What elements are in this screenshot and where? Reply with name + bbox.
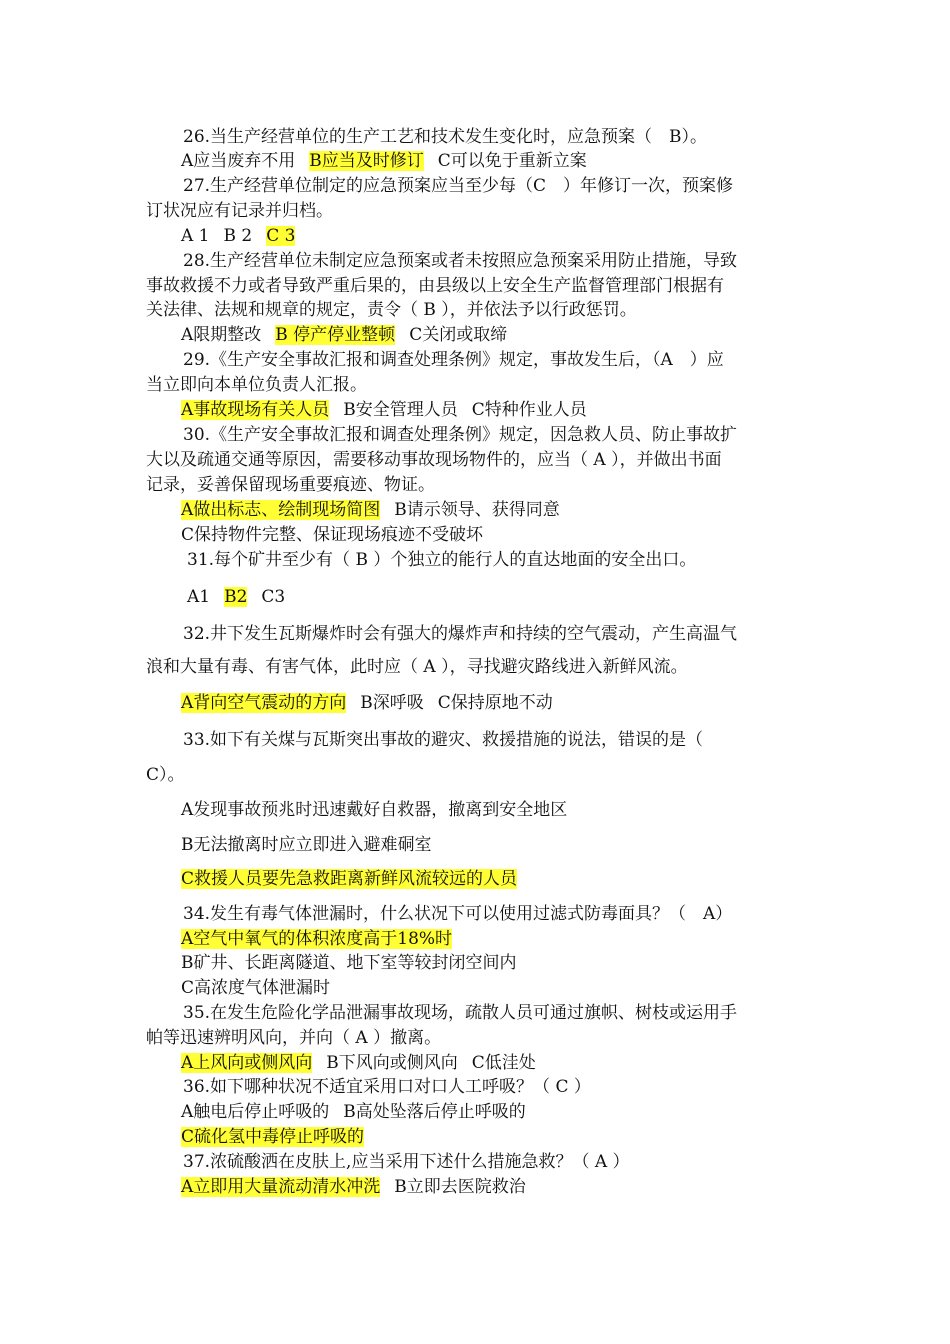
option-a: A发现事故预兆时迅速戴好自救器，撤离到安全地区	[181, 800, 568, 820]
question-29: 29.《生产安全事故汇报和调查处理条例》规定，事故发生后，（A ）应	[183, 350, 724, 370]
question-27: 27.生产经营单位制定的应急预案应当至少每（C ）年修订一次，预案修	[183, 176, 734, 196]
option-b: B安全管理人员	[343, 400, 458, 420]
option-b-answer: B应当及时修订	[309, 151, 424, 171]
options-36	[181, 1100, 526, 1124]
question-28-cont: 事故救援不力或者导致严重后果的，由县级以上安全生产监督管理部门根据有	[146, 276, 724, 296]
option-c: C关闭或取缔	[409, 325, 508, 345]
options-30	[181, 498, 560, 522]
question-30: 30.《生产安全事故汇报和调查处理条例》规定，因急救人员、防止事故扩	[183, 425, 738, 445]
option-c: C保持原地不动	[437, 693, 553, 713]
option-c: C保持物件完整、保证现场痕迹不受破坏	[181, 525, 484, 545]
option-b-answer: B 停产停业整顿	[275, 325, 396, 345]
option-a: A 1	[181, 226, 210, 246]
option-a: A限期整改	[181, 325, 262, 345]
option-a-answer: A立即用大量流动清水冲洗	[181, 1177, 381, 1197]
option-a-answer: A空气中氧气的体积浓度高于18%时	[181, 929, 453, 949]
question-28-cont2: 关法律、法规和规章的规定，责令（ B ），并依法予以行政惩罚。	[146, 300, 637, 320]
option-b: B立即去医院救治	[394, 1177, 526, 1197]
question-33-cont: C）。	[146, 765, 185, 785]
option-b: B无法撤离时应立即进入避难硐室	[181, 835, 432, 855]
option-b: B 2	[223, 226, 253, 246]
question-35: 35.在发生危险化学品泄漏事故现场，疏散人员可通过旗帜、树枝或运用手	[183, 1003, 738, 1023]
option-a-answer: A背向空气震动的方向	[181, 693, 347, 713]
option-c: C3	[261, 587, 286, 607]
question-30-cont2: 记录，妥善保留现场重要痕迹、物证。	[146, 475, 435, 495]
question-34: 34.发生有毒气体泄漏时，什么状况下可以使用过滤式防毒面具？（ A）	[183, 904, 733, 924]
question-26: 26.当生产经营单位的生产工艺和技术发生变化时，应急预案（ B）。	[183, 127, 708, 147]
option-c-answer: C救援人员要先急救距离新鲜风流较远的人员	[181, 869, 518, 889]
option-c-answer: C 3	[266, 226, 296, 246]
option-a: A1	[187, 587, 211, 607]
question-33: 33.如下有关煤与瓦斯突出事故的避灾、救援措施的说法，错误的是（	[183, 730, 704, 750]
question-37: 37.浓硫酸洒在皮肤上,应当采用下述什么措施急救？（ A ）	[183, 1152, 630, 1172]
question-32-cont: 浪和大量有毒、有害气体，此时应（ A ），寻找避灾路线进入新鲜风流。	[146, 657, 688, 677]
option-c: C可以免于重新立案	[437, 151, 587, 171]
question-28: 28.生产经营单位未制定应急预案或者未按照应急预案采用防止措施，导致	[183, 251, 738, 271]
question-31: 31.每个矿井至少有（ B ）个独立的能行人的直达地面的安全出口。	[187, 550, 697, 570]
option-b: B高处坠落后停止呼吸的	[343, 1102, 526, 1122]
option-b-answer: B2	[224, 587, 248, 607]
options-35	[181, 1051, 536, 1075]
option-b: B下风向或侧风向	[326, 1053, 458, 1073]
options-28	[181, 323, 507, 347]
option-a: A触电后停止呼吸的	[181, 1102, 330, 1122]
question-36: 36.如下哪种状况不适宜采用口对口人工呼吸？（ C ）	[183, 1077, 591, 1097]
options-29	[181, 398, 587, 422]
option-a-answer: A事故现场有关人员	[181, 400, 330, 420]
option-a: A应当废弃不用	[181, 151, 296, 171]
options-31	[187, 585, 285, 609]
option-a-answer: A做出标志、绘制现场简图	[181, 500, 381, 520]
options-32	[181, 691, 553, 715]
question-32: 32.井下发生瓦斯爆炸时会有强大的爆炸声和持续的空气震动，产生高温气	[183, 624, 738, 644]
question-29-cont: 当立即向本单位负责人汇报。	[146, 375, 367, 395]
question-27-cont: 订状况应有记录并归档。	[146, 201, 333, 221]
options-26	[181, 149, 587, 173]
options-37	[181, 1175, 526, 1199]
options-27	[181, 224, 295, 248]
option-c-answer: C硫化氢中毒停止呼吸的	[181, 1127, 365, 1147]
option-b: B矿井、长距离隧道、地下室等较封闭空间内	[181, 953, 517, 973]
option-c: C低洼处	[471, 1053, 536, 1073]
option-c: C特种作业人员	[471, 400, 587, 420]
option-b: B深呼吸	[360, 693, 424, 713]
option-c: C高浓度气体泄漏时	[181, 978, 331, 998]
question-30-cont: 大以及疏通交通等原因，需要移动事故现场物件的，应当（ A ），并做出书面	[146, 450, 722, 470]
question-35-cont: 帕等迅速辨明风向，并向（ A ）撤离。	[146, 1028, 442, 1048]
option-a-answer: A上风向或侧风向	[181, 1053, 313, 1073]
option-b: B请示领导、获得同意	[394, 500, 560, 520]
